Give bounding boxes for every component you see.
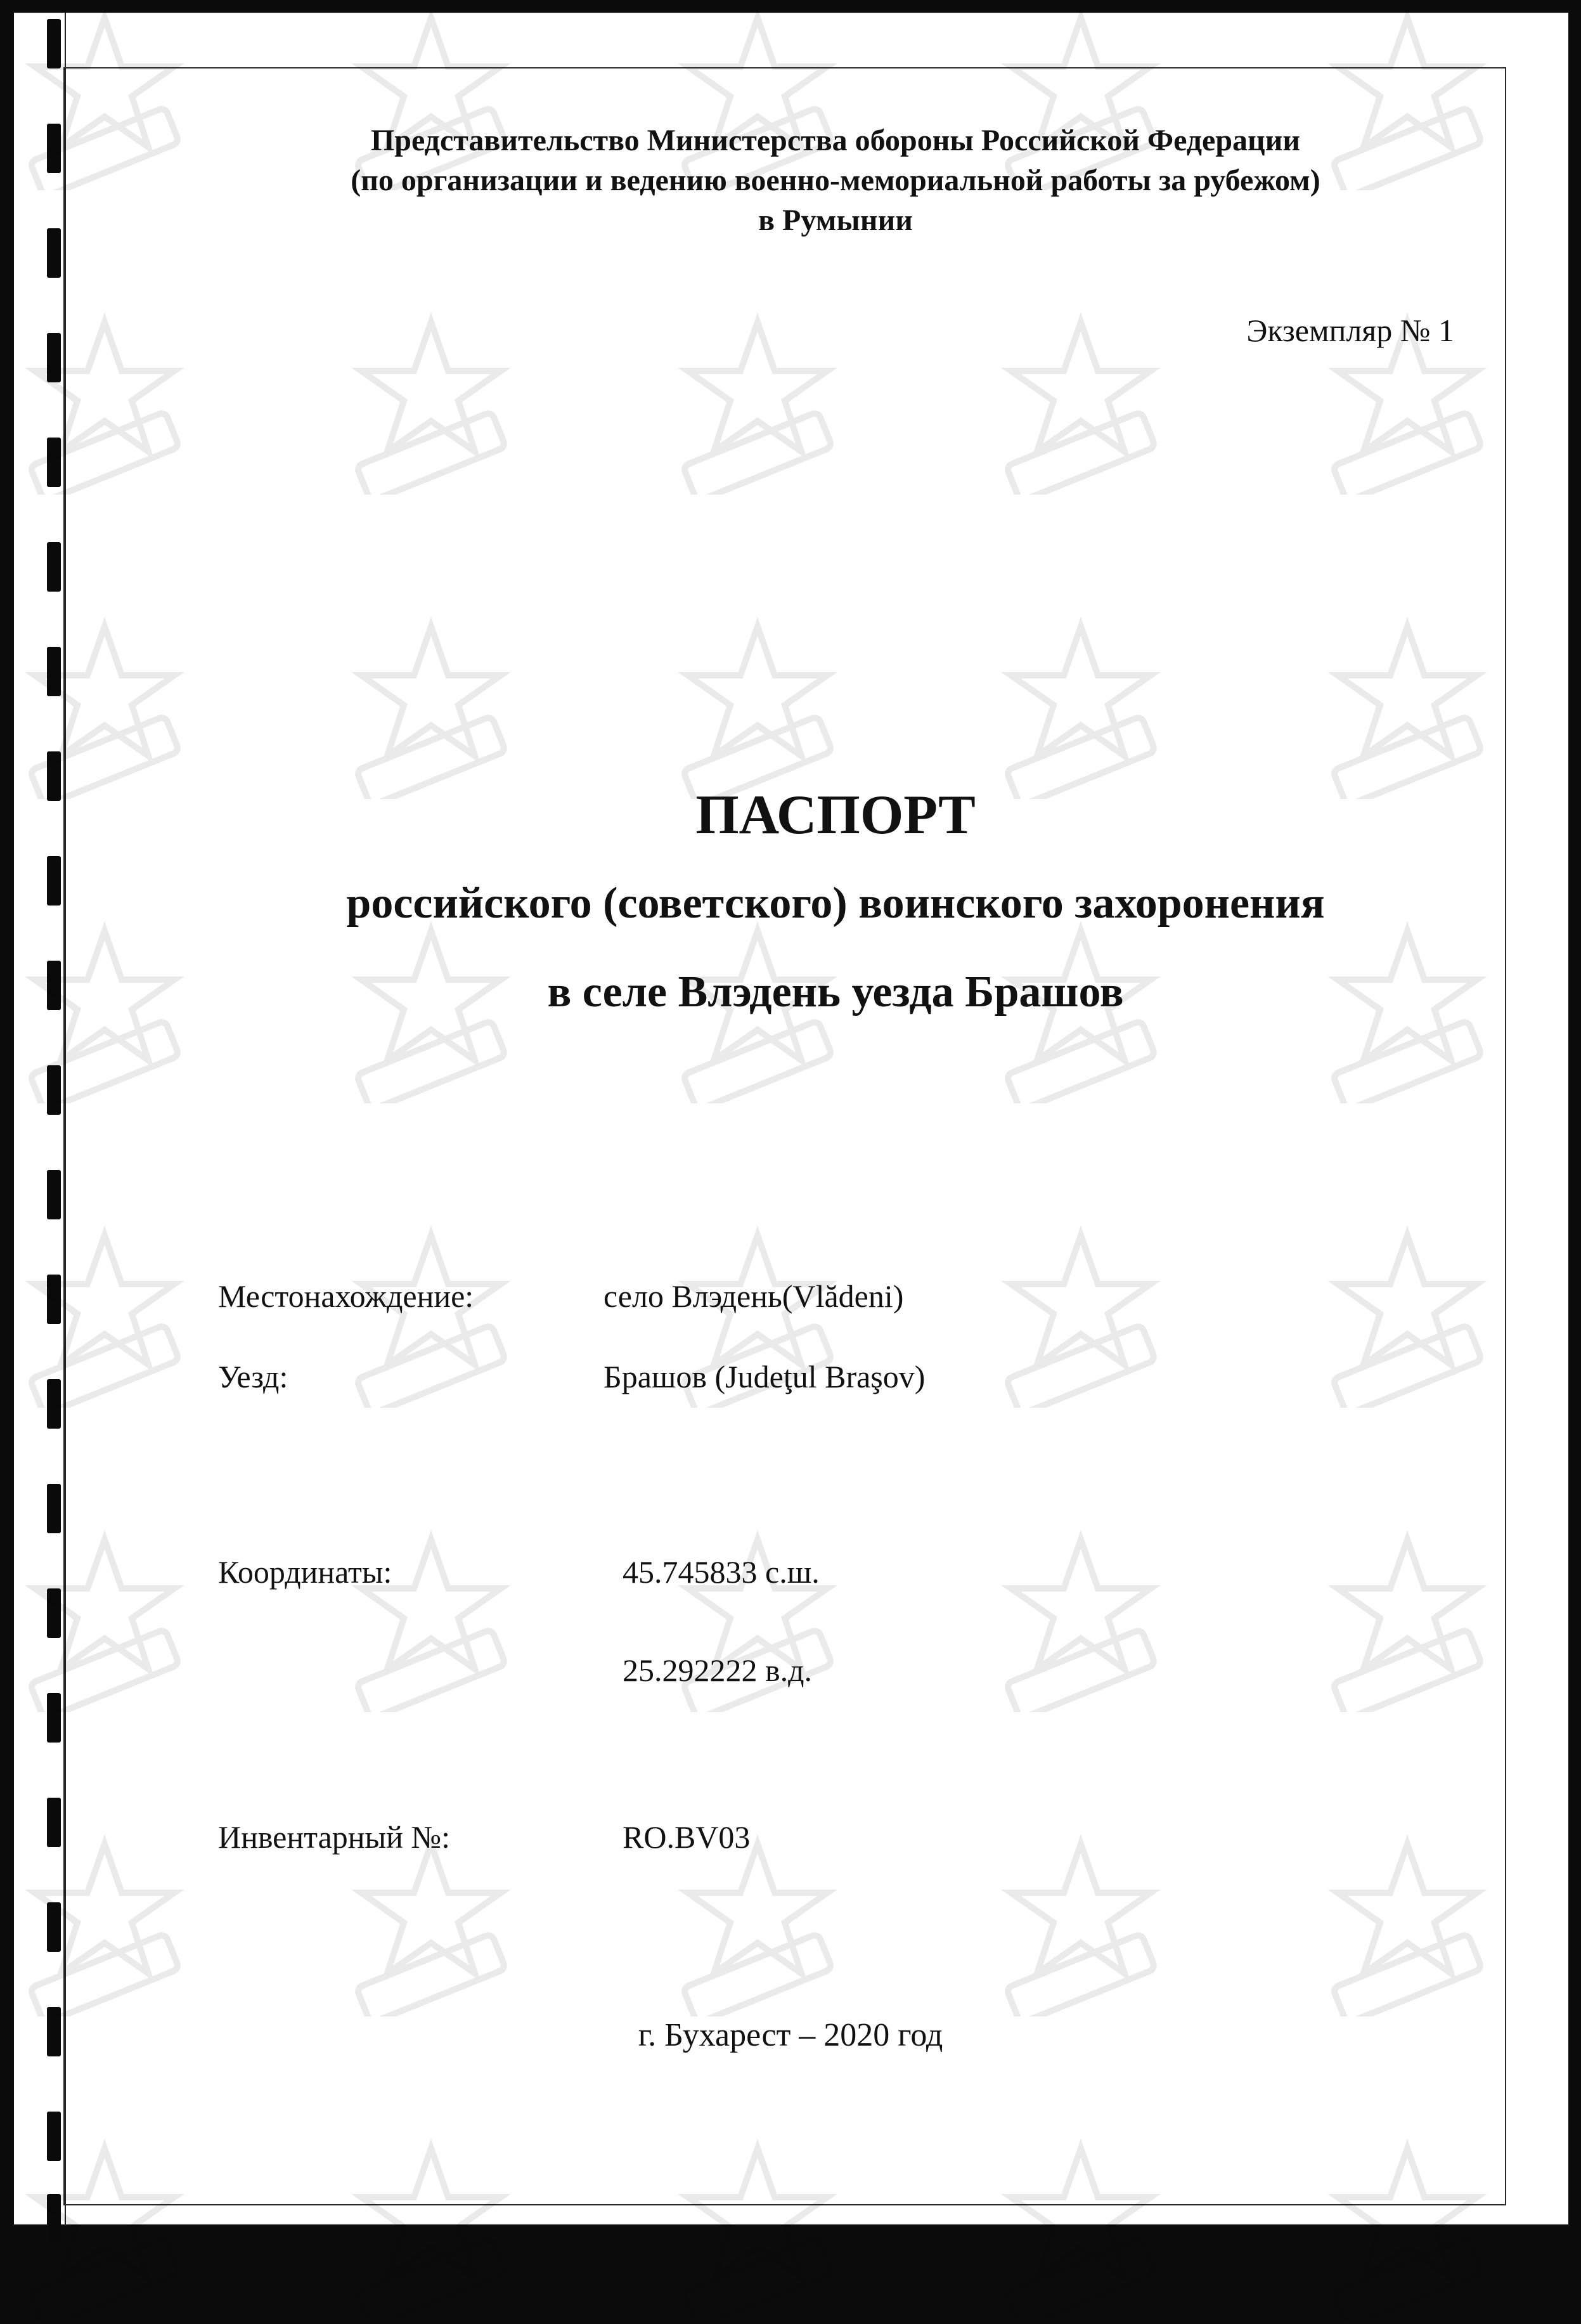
copy-number-label: Экземпляр № 1 [1246, 313, 1454, 348]
binding-hole [47, 438, 61, 487]
header-organization-line1: Представительство Министерства обороны Российской Федерации [370, 124, 1301, 157]
binding-hole [47, 1275, 61, 1324]
binding-hole [47, 333, 61, 382]
location-value: село Влэдень(Vlădeni) [603, 1278, 904, 1314]
page-frame [63, 67, 1506, 2205]
document-footer-place-year: г. Бухарест – 2020 год [638, 2017, 943, 2053]
coordinates-latitude: 45.745833 с.ш. [623, 1554, 820, 1590]
binding-hole [47, 1065, 61, 1115]
header-organization-line3: в Румынии [758, 204, 913, 237]
document-subtitle-line2: в селе Влэдень уезда Брашов [547, 968, 1124, 1016]
binding-hole [47, 542, 61, 592]
binding-hole [47, 1588, 61, 1638]
header-organization-line2: (по организации и ведению военно-мемориальной работы за рубежом) [351, 164, 1320, 197]
document-subtitle-line1: российского (советского) воинского захоронения [346, 879, 1325, 928]
location-label: Местонахождение: [218, 1278, 474, 1314]
binding-hole [47, 961, 61, 1010]
binding-hole [47, 1798, 61, 1847]
inventory-value: RO.BV03 [623, 1819, 751, 1855]
inventory-label: Инвентарный №: [218, 1819, 450, 1855]
binding-hole [47, 2112, 61, 2161]
spiral-binding [38, 13, 63, 2226]
coordinates-longitude: 25.292222 в.д. [623, 1652, 813, 1688]
binding-hole [47, 751, 61, 801]
binding-hole [47, 1379, 61, 1429]
binding-hole [47, 2194, 61, 2243]
binding-hole [47, 647, 61, 696]
county-label: Уезд: [218, 1359, 288, 1394]
binding-hole [47, 228, 61, 278]
binding-hole [47, 1170, 61, 1219]
binding-hole [47, 19, 61, 68]
binding-hole [47, 124, 61, 173]
document-title: ПАСПОРТ [695, 784, 976, 846]
binding-hole [47, 1902, 61, 1952]
binding-hole [47, 856, 61, 906]
binding-hole [47, 1693, 61, 1743]
coordinates-label: Координаты: [218, 1554, 392, 1590]
binding-hole [47, 1484, 61, 1533]
county-value: Брашов (Judeţul Braşov) [603, 1359, 926, 1394]
